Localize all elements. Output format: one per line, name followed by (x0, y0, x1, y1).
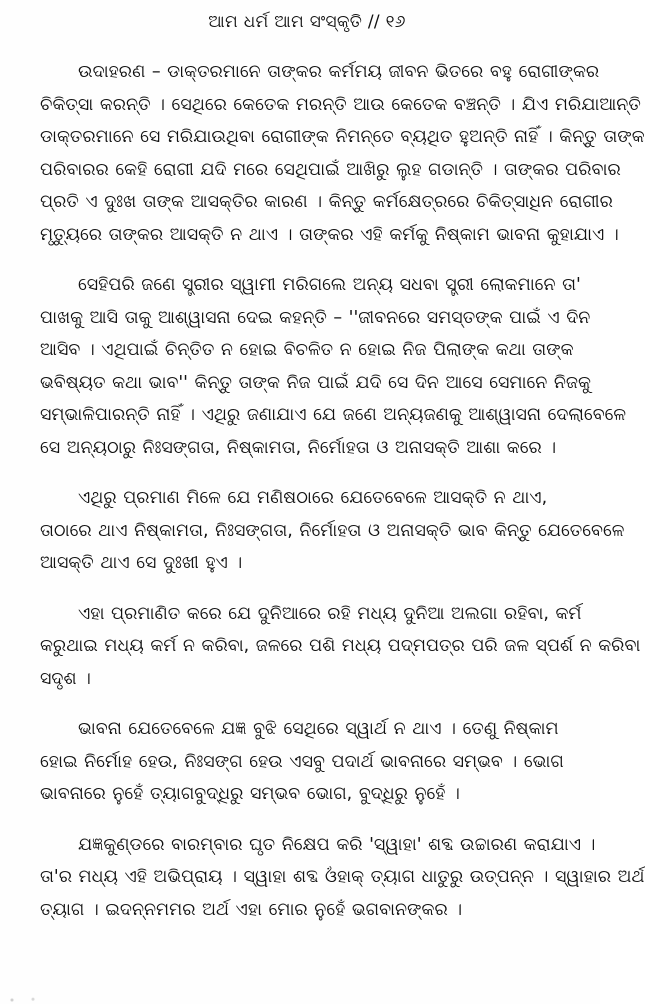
text-line: ସଦୃଶ । (40, 668, 91, 689)
paragraph-1 (40, 56, 645, 251)
paragraph-2 (40, 269, 627, 464)
paragraph-5 (40, 713, 574, 811)
text-line: ଏହା ପ୍ରମାଣିତ କରେ ଯେ ଦୁନିଆରେ ରହି ମଧ୍ୟ ଦୁନିଆ ଅଲଗା ରହିବା, କର୍ମ (78, 603, 582, 624)
scan-noise-mark (0, 996, 60, 1004)
text-line: ତାଠାରେ ଥାଏ ନିଷ୍କାମତା, ନିଃସଙ୍ଗତା, ନିର୍ମୋହତା ଓ ଅନାସକ୍ତି ଭାବ କିନ୍ତୁ ଯେତେବେଳେ (40, 520, 625, 541)
running-header: ଆମ ଧର୍ମ ଆମ ସଂସ୍କୃତି // ୧୬ (208, 12, 406, 32)
text-line: ଭାବନାରେ ନୁହେଁ ତ୍ୟାଗବୁଦ୍ଧିରୁ ସମ୍ଭବ ଭୋଗ, ବୁଦ୍ଧିରୁ ନୁହେଁ । (40, 784, 460, 804)
text-line: ଭାବନା ଯେତେବେଳେ ଯଜ୍ଞ ବୁଝି ସେଥିରେ ସ୍ୱାର୍ଥ ନ ଥାଏ । ତେଣୁ ନିଷ୍କାମ (78, 719, 559, 739)
text-line: ଉଦାହରଣ – ଡାକ୍ତରମାନେ ତାଙ୍କର କର୍ମମୟ ଜୀବନ ଭିତରେ ବହୁ ରୋଗୀଙ୍କର (78, 62, 600, 82)
text-line: ଏଥିରୁ ପ୍ରମାଣ ମିଳେ ଯେ ମଣିଷଠାରେ ଯେତେବେଳେ ଆସକ୍ତି ନ ଥାଏ, (78, 488, 548, 508)
paragraph-4 (40, 598, 641, 696)
text-line: ପ୍ରତି ଏ ଦୁଃଖ ତାଙ୍କ ଆସକ୍ତିର କାରଣ । କିନ୍ତୁ କର୍ମକ୍ଷେତ୍ରରେ ଚିକିତ୍ସାଧିନ ରୋଗୀର (40, 192, 613, 212)
paragraph-3 (40, 482, 625, 580)
text-line: ହୋଇ ନିର୍ମୋହ ହେଉ, ନିଃସଙ୍ଗ ହେଉ ଏସବୁ ପଦାର୍ଥ ଭାବନାରେ ସମ୍ଭବ । ଭୋଗ (40, 751, 564, 772)
text-line: କରୁଥାଇ ମଧ୍ୟ କର୍ମ ନ କରିବା, ଜଳରେ ପଶି ମଧ୍ୟ ପଦ୍ମପତ୍ର ପରି ଜଳ ସ୍ପର୍ଶ ନ କରିବା (40, 636, 641, 656)
text-line: ସମ୍ଭାଳିପାରନ୍ତି ନାହିଁ । ଏଥିରୁ ଜଣାଯାଏ ଯେ ଜଣେ ଅନ୍ୟଜଣକୁ ଆଶ୍ୱାସନା ଦେଲାବେଳେ (40, 405, 627, 425)
text-line: ଭବିଷ୍ୟତ କଥା ଭାବ'' କିନ୍ତୁ ତାଙ୍କ ନିଜ ପାଇଁ ଯଦି ସେ ଦିନ ଆସେ ସେମାନେ ନିଜକୁ (40, 372, 591, 393)
text-line: ଆସିବ । ଏଥିପାଇଁ ଚିନ୍ତିତ ନ ହୋଇ ବିଚଳିତ ନ ହୋଇ ନିଜ ପିଲାଙ୍କ କଥା ତାଙ୍କ (40, 340, 574, 360)
text-line: ତ୍ୟାଗ । ଇଦନ୍ନମମର ଅର୍ଥ ଏହା ମୋର ନୁହେଁ ଭଗବାନଙ୍କର । (40, 899, 463, 920)
text-line: ଆସକ୍ତି ଥାଏ ସେ ଦୁଃଖୀ ହୁଏ । (40, 553, 243, 573)
text-line: ତା'ର ମଧ୍ୟ ଏହି ଅଭିପ୍ରାୟ । ସ୍ୱାହା ଶବ୍ଦ ଓଁହାକ୍ ତ୍ୟାଗ ଧାତୁରୁ ଉତ୍ପନ୍ନ । ସ୍ୱାହାର ଅର୍ଥ (40, 867, 645, 887)
text-line: ସେ ଅନ୍ୟଠାରୁ ନିଃସଙ୍ଗତା, ନିଷ୍କାମତା, ନିର୍ମୋହତା ଓ ଅନାସକ୍ତି ଆଶା କରେ । (40, 437, 557, 458)
text-line: ସେହିପରି ଜଣେ ସ୍ତ୍ରୀର ସ୍ୱାମୀ ମରିଗଲେ ଅନ୍ୟ ସଧବା ସ୍ତ୍ରୀ ଲୋକମାନେ ତା' (78, 275, 581, 295)
text-line: ମୃତ୍ୟୁରେ ତାଙ୍କର ଆସକ୍ତି ନ ଥାଏ । ତାଙ୍କର ଏହି କର୍ମକୁ ନିଷ୍କାମ ଭାବନା କୁହାଯାଏ । (40, 224, 619, 245)
text-line: ପାଖକୁ ଆସି ତାକୁ ଆଶ୍ୱାସନା ଦେଇ କହନ୍ତି – ''ଜୀବନରେ ସମସ୍ତଙ୍କ ପାଇଁ ଏ ଦିନ (40, 307, 591, 328)
text-line: ଚିକିତ୍ସା କରନ୍ତି । ସେଥିରେ କେତେକ ମରନ୍ତି ଆଉ କେତେକ ବଞ୍ଚନ୍ତି । ଯିଏ ମରିଯାଆନ୍ତି (40, 94, 641, 115)
paragraph-6 (40, 829, 645, 927)
text-line: ପରିବାରର କେହି ରୋଗୀ ଯଦି ମରେ ସେଥିପାଇଁ ଆଖିରୁ ଲୁହ ଗଡାନ୍ତି । ତାଙ୍କର ପରିବାର (40, 159, 621, 180)
text-line: ଡାକ୍ତରମାନେ ସେ ମରିଯାଉଥିବା ରୋଗୀଙ୍କ ନିମନ୍ତେ ବ୍ୟଥିତ ହୁଅନ୍ତି ନାହିଁ । କିନ୍ତୁ ତାଙ୍କ (40, 127, 645, 147)
text-line: ଯଜ୍ଞକୁଣ୍ଡରେ ବାରମ୍ବାର ଘୃତ ନିକ୍ଷେପ କରି 'ସ୍ୱାହା' ଶବ୍ଦ ଉଚ୍ଚାରଣ କରାଯାଏ । (78, 834, 596, 855)
